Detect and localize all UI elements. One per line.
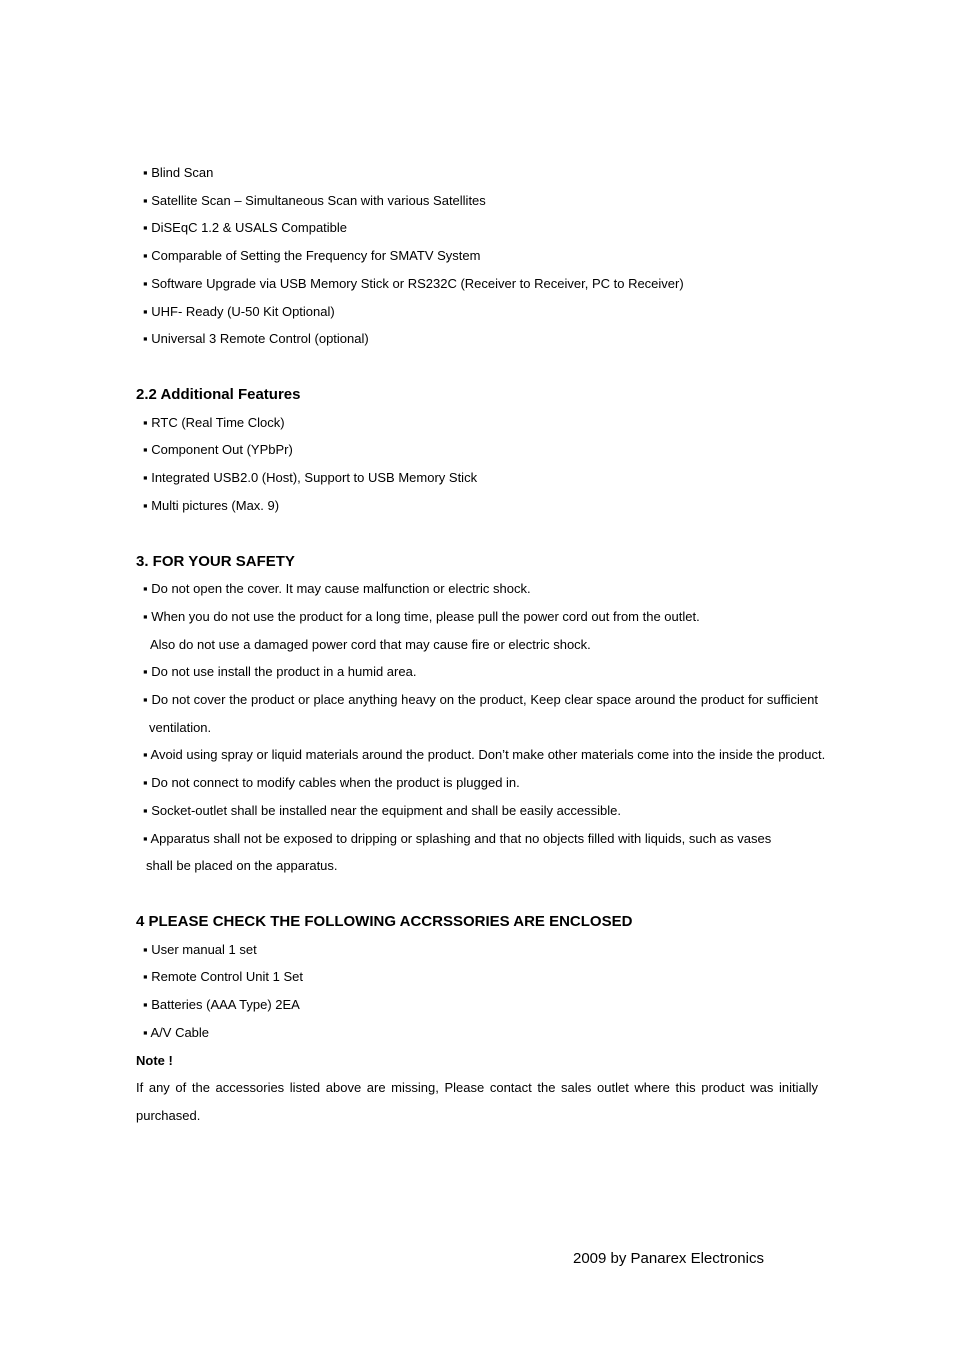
note-text-continuation: purchased. bbox=[136, 1108, 201, 1123]
list-item-continuation: Also do not use a damaged power cord that may cause fire or electric shock. bbox=[150, 637, 591, 652]
list-item: ▪ Do not use install the product in a humid area. bbox=[143, 664, 417, 679]
list-item: ▪ Remote Control Unit 1 Set bbox=[143, 969, 303, 984]
list-item: ▪ Integrated USB2.0 (Host), Support to USB Memory Stick bbox=[143, 470, 478, 485]
list-item: ▪ Socket-outlet shall be installed near the equipment and shall be easily accessible. bbox=[143, 803, 621, 818]
note-text: If any of the accessories listed above are missing, Please contact the sales outlet where this product was initially bbox=[136, 1080, 818, 1095]
section-heading-accessories: 4 PLEASE CHECK THE FOLLOWING ACCRSSORIES ARE ENCLOSED bbox=[136, 913, 633, 930]
list-item: ▪ Software Upgrade via USB Memory Stick or RS232C (Receiver to Receiver, PC to Receiver) bbox=[143, 276, 684, 291]
list-item: ▪ UHF- Ready (U-50 Kit Optional) bbox=[143, 304, 335, 319]
note-label: Note ! bbox=[136, 1053, 173, 1068]
list-item: ▪ Do not connect to modify cables when the product is plugged in. bbox=[143, 775, 520, 790]
list-item: ▪ DiSEqC 1.2 & USALS Compatible bbox=[143, 220, 348, 235]
list-item: ▪ Comparable of Setting the Frequency for SMATV System bbox=[143, 248, 481, 263]
list-item: ▪ Do not cover the product or place anything heavy on the product, Keep clear space around the product for sufficient bbox=[143, 692, 818, 707]
list-item: ▪ Blind Scan bbox=[143, 165, 214, 180]
list-item: ▪ When you do not use the product for a long time, please pull the power cord out from the outlet. bbox=[143, 609, 700, 624]
list-item: ▪ Do not open the cover. It may cause malfunction or electric shock. bbox=[143, 581, 531, 596]
list-item: ▪ RTC (Real Time Clock) bbox=[143, 415, 285, 430]
list-item: ▪ Multi pictures (Max. 9) bbox=[143, 498, 280, 513]
list-item: ▪ Component Out (YPbPr) bbox=[143, 442, 293, 457]
list-item-continuation: shall be placed on the apparatus. bbox=[146, 858, 338, 873]
list-item: ▪ Avoid using spray or liquid materials around the product. Don’t make other materials come into the inside the product. bbox=[143, 747, 826, 762]
list-item-continuation: ventilation. bbox=[149, 720, 212, 735]
list-item: ▪ User manual 1 set bbox=[143, 942, 257, 957]
page-footer: 2009 by Panarex Electronics bbox=[573, 1250, 764, 1267]
list-item: ▪ Satellite Scan – Simultaneous Scan with various Satellites bbox=[143, 193, 486, 208]
list-item: ▪ Batteries (AAA Type) 2EA bbox=[143, 997, 300, 1012]
list-item: ▪ Universal 3 Remote Control (optional) bbox=[143, 331, 369, 346]
section-heading-safety: 3. FOR YOUR SAFETY bbox=[136, 553, 295, 570]
list-item: ▪ A/V Cable bbox=[143, 1025, 210, 1040]
section-heading-additional-features: 2.2 Additional Features bbox=[136, 386, 301, 403]
list-item: ▪ Apparatus shall not be exposed to dripping or splashing and that no objects filled with liquids, such as vases bbox=[143, 831, 772, 846]
